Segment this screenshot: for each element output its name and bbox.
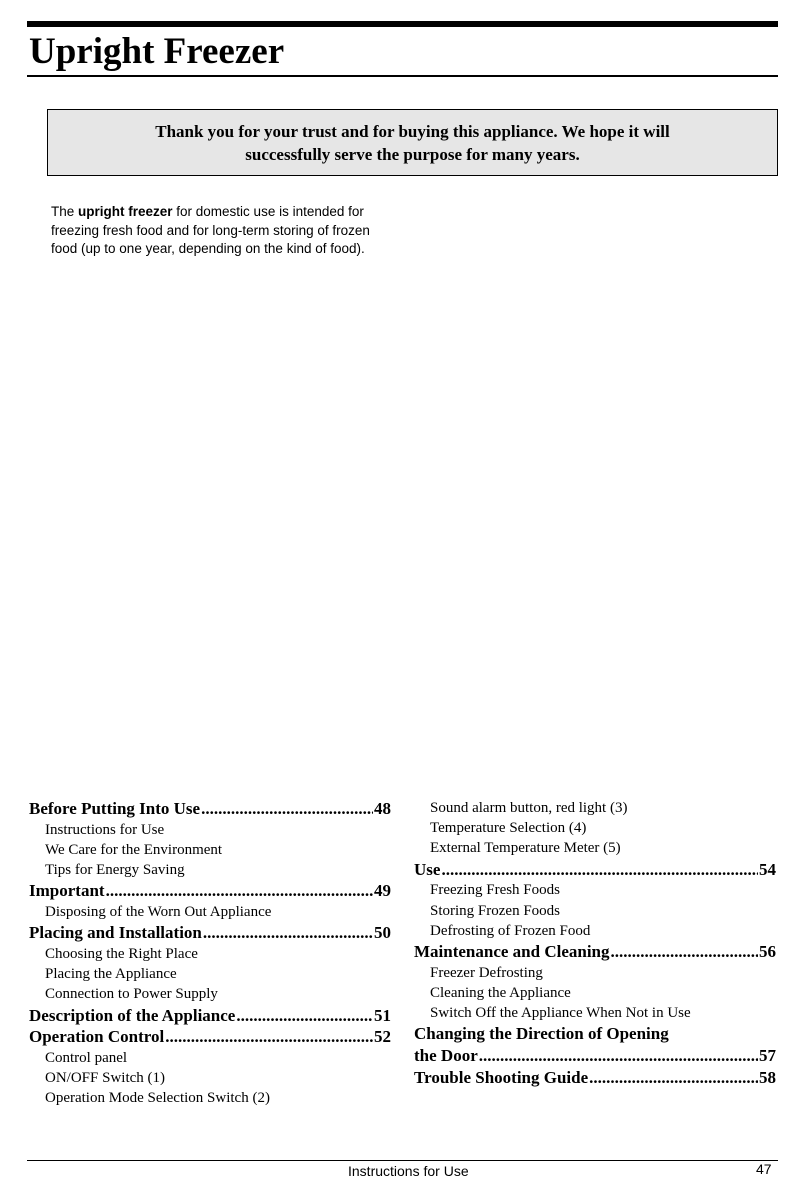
intro-bold-term: upright freezer bbox=[78, 204, 173, 219]
toc-sub-item[interactable]: Sound alarm button, red light (3) bbox=[430, 800, 628, 816]
toc-entry-title: Use bbox=[414, 859, 441, 879]
toc-sub-item[interactable]: Tips for Energy Saving bbox=[45, 862, 185, 879]
toc-sub-item[interactable]: Cleaning the Appliance bbox=[430, 984, 571, 1001]
toc-sub-item[interactable]: External Temperature Meter (5) bbox=[430, 840, 621, 857]
toc-sub-item[interactable]: ON/OFF Switch (1) bbox=[45, 1070, 166, 1087]
toc-entry-door-line-1[interactable]: Changing the Direction of Opening bbox=[414, 1024, 669, 1044]
toc-leader-dots bbox=[201, 798, 373, 820]
thank-you-line-1: Thank you for your trust and for buying this appliance. We hope it will bbox=[155, 121, 670, 141]
top-rule bbox=[27, 21, 778, 27]
toc-entry-page: 58 bbox=[759, 1067, 776, 1087]
toc-entry-title: Maintenance and Cleaning bbox=[414, 941, 610, 961]
toc-leader-dots bbox=[203, 922, 373, 944]
toc-sub-item[interactable]: Storing Frozen Foods bbox=[430, 902, 561, 919]
intro-paragraph bbox=[51, 203, 396, 259]
toc-entry-maintenance-and-cleaning[interactable] bbox=[414, 941, 776, 963]
toc-leader-dots bbox=[106, 880, 373, 902]
footer-label: Instructions for Use bbox=[348, 1163, 469, 1179]
toc-leader-dots bbox=[236, 1005, 373, 1027]
toc-entry-title: the Door bbox=[414, 1045, 478, 1065]
toc-entry-page: 48 bbox=[374, 799, 391, 818]
toc-leader-dots bbox=[479, 1045, 758, 1067]
page-number: 47 bbox=[756, 1161, 772, 1177]
toc-entry-title: Description of the Appliance bbox=[29, 1005, 236, 1025]
toc-left-column bbox=[29, 798, 391, 1109]
toc-leader-dots bbox=[441, 859, 758, 881]
toc-entry-trouble-shooting[interactable] bbox=[414, 1067, 776, 1089]
toc-entry-page: 52 bbox=[374, 1027, 391, 1047]
toc-sub-item[interactable]: Disposing of the Worn Out Appliance bbox=[45, 904, 272, 921]
toc-entry-before-putting-into-use[interactable] bbox=[29, 798, 391, 820]
toc-sub-item[interactable]: Defrosting of Frozen Food bbox=[430, 922, 591, 939]
toc-sub-item[interactable]: Control panel bbox=[45, 1049, 128, 1066]
toc-entry-page: 56 bbox=[759, 941, 776, 961]
toc-entry-page: 49 bbox=[374, 881, 391, 901]
toc-sub-item[interactable]: Temperature Selection (4) bbox=[430, 820, 587, 837]
toc-leader-dots bbox=[611, 941, 758, 963]
toc-entry-use[interactable] bbox=[414, 859, 776, 881]
toc-sub-item[interactable]: Switch Off the Appliance When Not in Use bbox=[430, 1005, 691, 1022]
toc-leader-dots bbox=[589, 1067, 758, 1089]
toc-entry-page: 57 bbox=[759, 1045, 776, 1065]
toc-entry-page: 50 bbox=[374, 923, 391, 943]
toc-entry-important[interactable] bbox=[29, 880, 391, 902]
toc-entry-title: Before Putting Into Use bbox=[29, 799, 201, 818]
intro-pre: The bbox=[51, 204, 79, 219]
toc-sub-item[interactable]: Placing the Appliance bbox=[45, 966, 177, 983]
toc-entry-description[interactable] bbox=[29, 1005, 391, 1027]
toc-sub-item[interactable]: Freezer Defrosting bbox=[430, 964, 543, 981]
toc-entry-changing-door-direction[interactable] bbox=[414, 1045, 776, 1067]
toc-sub-item[interactable]: Operation Mode Selection Switch (2) bbox=[45, 1090, 270, 1107]
toc-entry-page: 54 bbox=[759, 859, 776, 879]
toc-entry-page: 51 bbox=[374, 1005, 391, 1025]
thank-you-line-2: successfully serve the purpose for many years. bbox=[245, 144, 580, 164]
toc-sub-item[interactable]: Freezing Fresh Foods bbox=[430, 882, 560, 899]
toc-entry-title: Placing and Installation bbox=[29, 923, 202, 943]
page-title: Upright Freezer bbox=[29, 31, 285, 72]
toc-entry-placing-and-installation[interactable] bbox=[29, 922, 391, 944]
toc-sub-item[interactable]: Connection to Power Supply bbox=[45, 986, 218, 1003]
toc-entry-title: Important bbox=[29, 881, 105, 901]
toc-sub-item[interactable]: We Care for the Environment bbox=[45, 841, 223, 858]
toc-leader-dots bbox=[165, 1026, 373, 1048]
toc-right-column bbox=[414, 798, 776, 1088]
toc-entry-operation-control[interactable] bbox=[29, 1026, 391, 1048]
footer-rule bbox=[27, 1160, 778, 1161]
toc-sub-item[interactable]: Choosing the Right Place bbox=[45, 945, 198, 962]
title-rule bbox=[27, 75, 778, 77]
intro-post: for domestic use is intended for freezing fresh food and for long-term storing of frozen food (up to one year, depending on the kind of food). bbox=[51, 204, 370, 256]
toc-sub-item[interactable]: Instructions for Use bbox=[45, 821, 165, 838]
thank-you-box bbox=[47, 109, 778, 176]
toc-entry-title: Trouble Shooting Guide bbox=[414, 1067, 589, 1087]
toc-entry-title: Operation Control bbox=[29, 1027, 165, 1047]
